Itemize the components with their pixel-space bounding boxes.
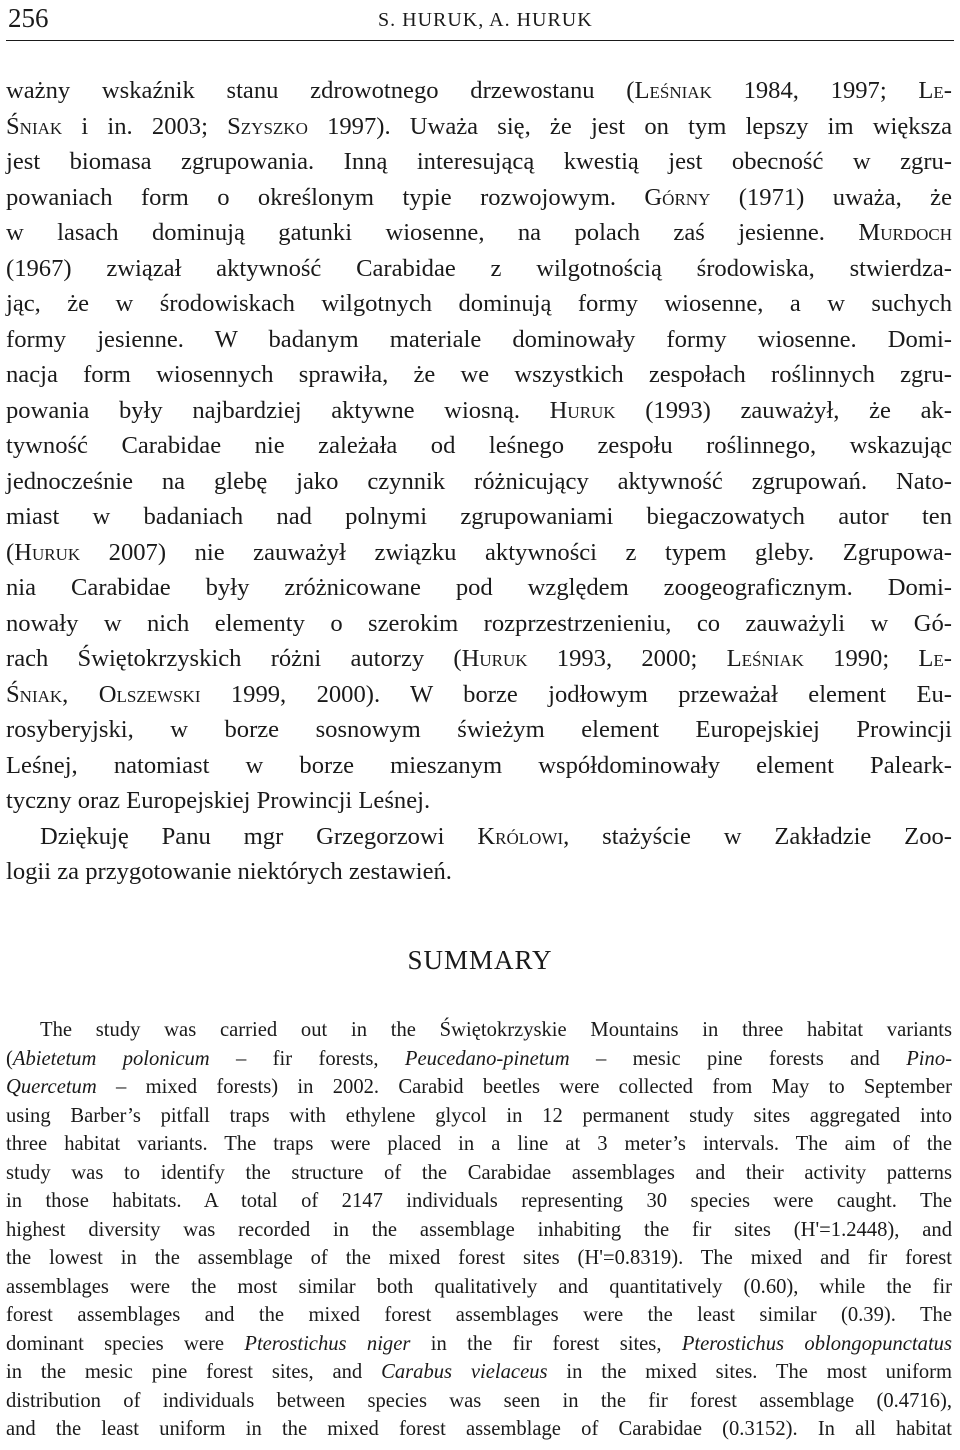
body-line: ważny wskaźnik stanu zdrowotnego drzewostanu (Leśniak 1984, 1997; Le- bbox=[6, 77, 952, 104]
acknowledgement-line: logii za przygotowanie niektórych zestawień. bbox=[6, 858, 452, 885]
summary-line: highest diversity was recorded in the assemblage inhabiting the fir sites (H'=1.2448), and bbox=[6, 1218, 952, 1241]
acknowledgement-line: Dziękuję Panu mgr Grzegorzowi Królowi, stażyście w Zakładzie Zoo- bbox=[40, 822, 952, 850]
running-head: S. HURUK, A. HURUK bbox=[378, 9, 593, 31]
body-line: (1967) związał aktywność Carabidae z wilgotnością środowiska, stwierdza- bbox=[6, 254, 952, 282]
body-line: formy jesienne. W badanym materiale dominowały formy wiosenne. Domi- bbox=[6, 325, 952, 353]
summary-heading: SUMMARY bbox=[407, 945, 553, 975]
body-line: (Huruk 2007) nie zauważył związku aktywności z typem gleby. Zgrupowa- bbox=[6, 538, 952, 566]
body-line: nia Carabidae były zróżnicowane pod względem zoogeograficznym. Domi- bbox=[6, 574, 952, 601]
summary-line: assemblages were the most similar both qualitatively and quantitatively (0.60), while the fir bbox=[6, 1275, 952, 1298]
summary-line: (Abietetum polonicum – fir forests, Peucedano-pinetum – mesic pine forests and Pino- bbox=[6, 1047, 952, 1070]
summary-line: forest assemblages and the mixed forest assemblages were the least similar (0.39). The bbox=[6, 1304, 952, 1326]
body-line: rosyberyjski, w borze sosnowym świeżym element Europejskiej Prowincji bbox=[6, 716, 952, 743]
page-number: 256 bbox=[8, 3, 49, 33]
summary-text bbox=[6, 1016, 952, 1444]
body-line: nacja form wiosennych sprawiła, że we wszystkich zespołach roślinnych zgru- bbox=[6, 361, 952, 388]
summary-line: study was to identify the structure of the Carabidae assemblages and their activity patterns bbox=[6, 1161, 952, 1184]
body-line: rach Świętokrzyskich różni autorzy (Huruk 1993, 2000; Leśniak 1990; Le- bbox=[6, 645, 952, 672]
page-header bbox=[6, 0, 954, 41]
body-line: jąc, że w środowiskach wilgotnych dominują formy wiosenne, a w suchych bbox=[6, 290, 952, 317]
body-line: Śniak, Olszewski 1999, 2000). W borze jodłowym przeważał element Eu- bbox=[6, 680, 952, 708]
body-line: jest biomasa zgrupowania. Inną interesującą kwestią jest obecność w zgru- bbox=[6, 148, 952, 175]
body-line: powaniach form o określonym typie rozwojowym. Górny (1971) uważa, że bbox=[6, 183, 952, 211]
body-line: tyczny oraz Europejskiej Prowincji Leśnej. bbox=[6, 787, 431, 814]
body-line: w lasach dominują gatunki wiosenne, na polach zaś jesienne. Murdoch bbox=[6, 219, 952, 246]
summary-line: using Barber’s pitfall traps with ethylene glycol in 12 permanent study sites aggregated into bbox=[6, 1104, 952, 1127]
body-line: nowały w nich elementy o szerokim rozprzestrzenieniu, co zauważyli w Gó- bbox=[6, 609, 952, 637]
body-line: tywność Carabidae nie zależała od leśnego zespołu roślinnego, wskazując bbox=[6, 432, 952, 459]
body-line: miast w badaniach nad polnymi zgrupowaniami biegaczowatych autor ten bbox=[6, 503, 952, 530]
summary-line: distribution of individuals between species was seen in the fir forest assemblage (0.4716), bbox=[6, 1389, 952, 1412]
summary-line: and the least uniform in the mixed forest assemblage of Carabidae (0.3152). In all habitat bbox=[6, 1418, 952, 1440]
summary-line: the lowest in the assemblage of the mixed forest sites (H'=0.8319). The mixed and fir forest bbox=[6, 1247, 952, 1269]
body-line: Leśnej, natomiast w borze mieszanym współdominowały element Paleark- bbox=[6, 751, 952, 779]
summary-line: in those habitats. A total of 2147 individuals representing 30 species were caught. The bbox=[6, 1190, 952, 1212]
summary-line: dominant species were Pterostichus niger in the fir forest sites, Pterostichus oblongopunctatus bbox=[6, 1332, 952, 1355]
body-line: powania były najbardziej aktywne wiosną. Huruk (1993) zauważył, że ak- bbox=[6, 396, 952, 424]
summary-line: three habitat variants. The traps were placed in a line at 3 meter’s intervals. The aim of the bbox=[6, 1133, 952, 1155]
body-text bbox=[6, 73, 952, 890]
summary-line: Quercetum – mixed forests) in 2002. Carabid beetles were collected from May to September bbox=[6, 1076, 952, 1098]
body-line: jednocześnie na glebę jako czynnik różnicujący aktywność zgrupowań. Nato- bbox=[6, 467, 952, 495]
summary-line: The study was carried out in the Świętokrzyskie Mountains in three habitat variants bbox=[40, 1019, 952, 1041]
summary-line: in the mesic pine forest sites, and Carabus vielaceus in the mixed sites. The most uniform bbox=[6, 1361, 953, 1383]
body-line: Śniak i in. 2003; Szyszko 1997). Uważa się, że jest on tym lepszy im większa bbox=[6, 112, 952, 140]
